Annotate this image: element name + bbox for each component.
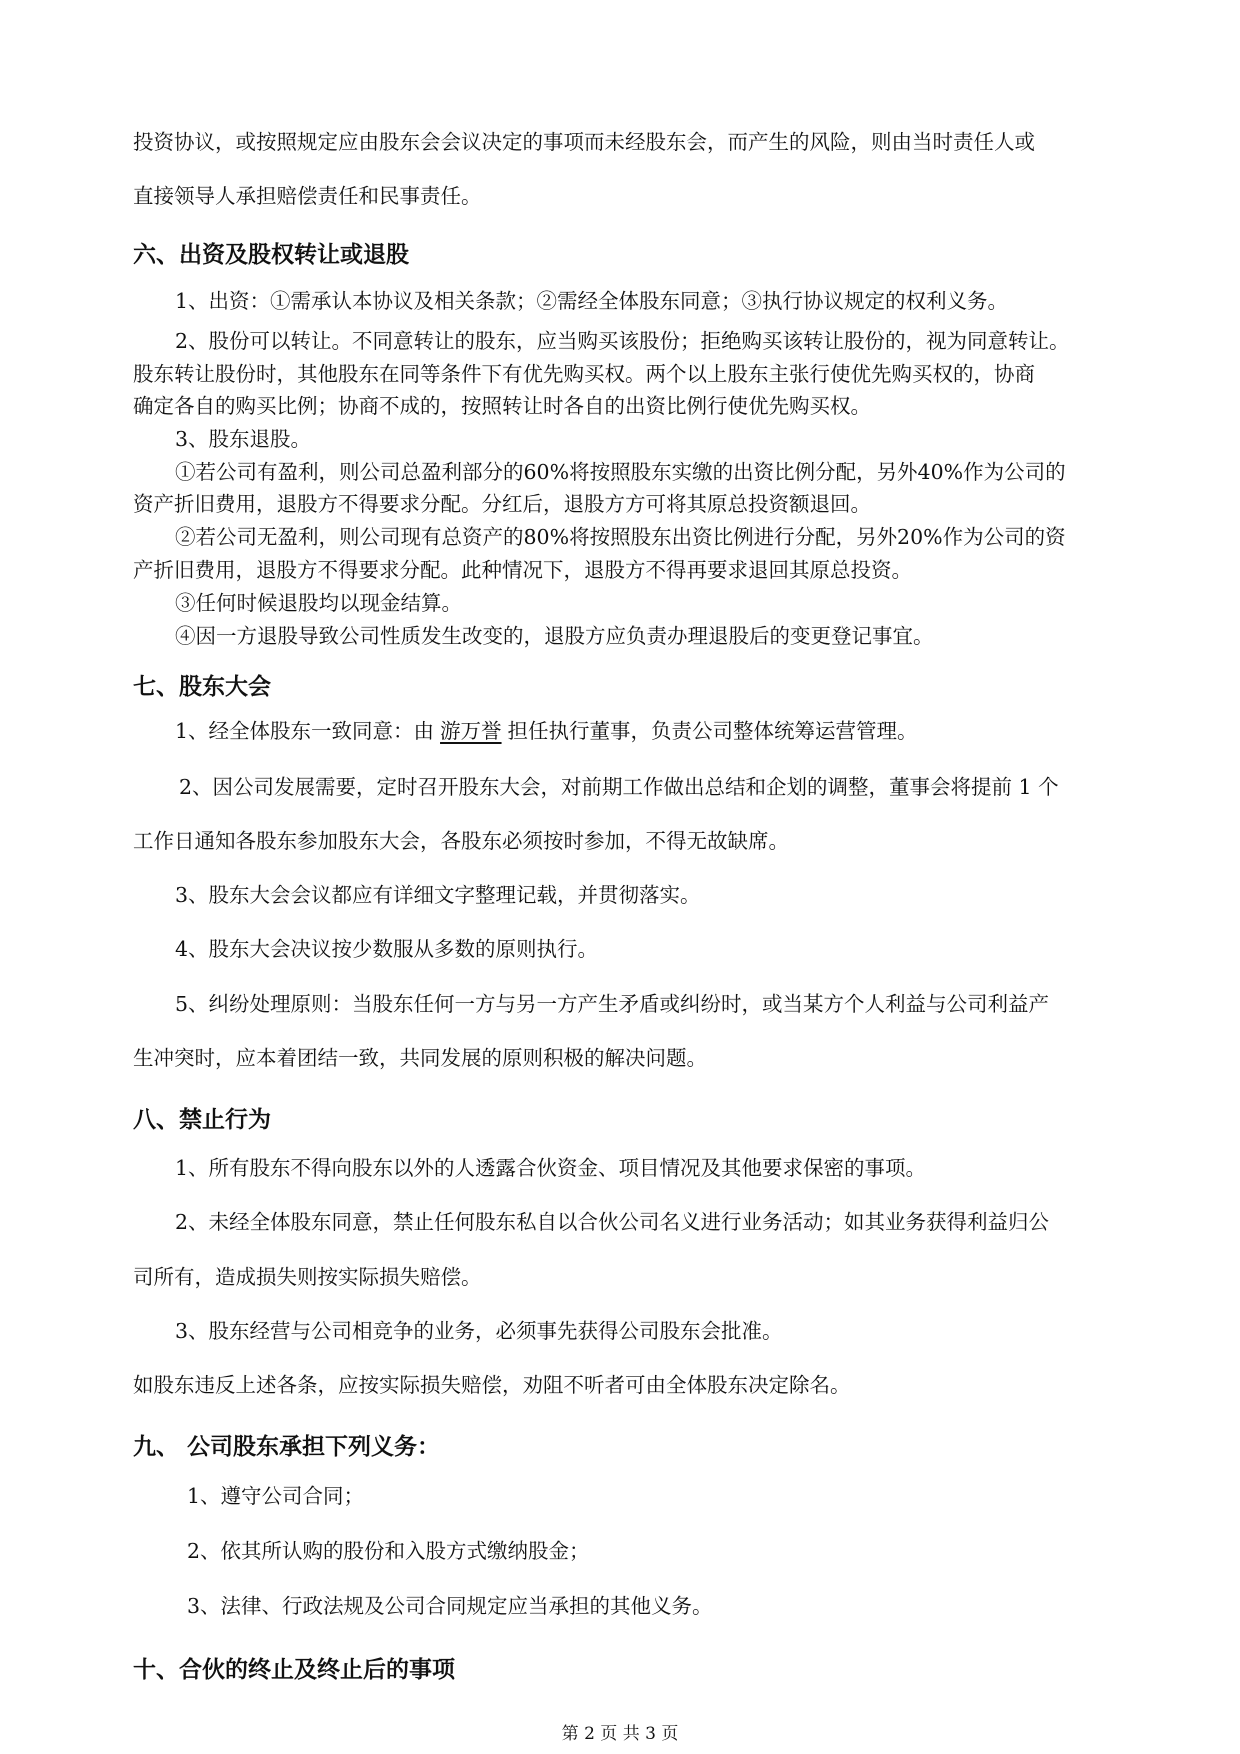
section-8-item-3: 3、股东经营与公司相竞争的业务，必须事先获得公司股东会批准。 (175, 1319, 783, 1343)
section-6-clause-a-line: ①若公司有盈利，则公司总盈利部分的60%将按照股东实缴的出资比例分配，另外40%作为公司的 (175, 460, 1066, 484)
section-6-item-1: 1、出资：①需承认本协议及相关条款；②需经全体股东同意；③执行协议规定的权利义务。 (175, 289, 1009, 313)
section-7-item-1 (175, 717, 918, 745)
section-10-heading: 十、合伙的终止及终止后的事项 (133, 1657, 455, 1683)
section-6-clause-d: ④因一方退股导致公司性质发生改变的，退股方应负责办理退股后的变更登记事宜。 (175, 624, 934, 648)
section-8-heading: 八、禁止行为 (133, 1107, 271, 1133)
section-6-clause-b-line: 产折旧费用，退股方不得要求分配。此种情况下，退股方不得再要求退回其原总投资。 (133, 558, 912, 582)
section-9-item-2: 2、依其所认购的股份和入股方式缴纳股金； (187, 1539, 590, 1563)
section-7-item-5-line: 5、纠纷处理原则：当股东任何一方与另一方产生矛盾或纠纷时，或当某方个人利益与公司利益产 (175, 992, 1050, 1016)
section-6-item-2-line: 股东转让股份时，其他股东在同等条件下有优先购买权。两个以上股东主张行使优先购买权的，协商 (133, 362, 1035, 386)
section-6-item-3: 3、股东退股。 (175, 427, 312, 451)
section-6-clause-c: ③任何时候退股均以现金结算。 (175, 591, 462, 615)
section-8-note: 如股东违反上述各条，应按实际损失赔偿，劝阻不听者可由全体股东决定除名。 (133, 1373, 851, 1397)
section-7-item-5-line: 生冲突时，应本着团结一致，共同发展的原则积极的解决问题。 (133, 1046, 707, 1070)
section-6-item-2-line: 确定各自的购买比例；协商不成的，按照转让时各自的出资比例行使优先购买权。 (133, 394, 871, 418)
section-8-item-2-line: 2、未经全体股东同意，禁止任何股东私自以合伙公司名义进行业务活动；如其业务获得利益归公 (175, 1210, 1050, 1234)
section-9-heading: 九、 公司股东承担下列义务： (133, 1434, 441, 1460)
section-7-item-3: 3、股东大会会议都应有详细文字整理记载，并贯彻落实。 (175, 883, 701, 907)
section-6-clause-b-line: ②若公司无盈利，则公司现有总资产的80%将按照股东出资比例进行分配，另外20%作为公司的资 (175, 525, 1066, 549)
section-7-item-2-line: 工作日通知各股东参加股东大会，各股东必须按时参加，不得无故缺席。 (133, 829, 789, 853)
section-7-item-2-line: 2、因公司发展需要，定时召开股东大会，对前期工作做出总结和企划的调整，董事会将提前 1 个 (179, 775, 1059, 799)
section-9-item-1: 1、遵守公司合同； (187, 1484, 365, 1508)
section-7-item-4: 4、股东大会决议按少数服从多数的原则执行。 (175, 937, 599, 961)
section-8-item-1: 1、所有股东不得向股东以外的人透露合伙资金、项目情况及其他要求保密的事项。 (175, 1156, 927, 1180)
section-6-heading: 六、出资及股权转让或退股 (133, 242, 409, 268)
section-7-heading: 七、股东大会 (133, 674, 271, 700)
section-8-item-2-line: 司所有，造成损失则按实际损失赔偿。 (133, 1265, 482, 1289)
section-7-item-1-prefix: 1、经全体股东一致同意：由 (175, 719, 435, 743)
section-7-item-1-suffix: 担任执行董事，负责公司整体统筹运营管理。 (507, 719, 918, 743)
executive-director-name: 游万誉 (440, 719, 502, 743)
section-9-item-3: 3、法律、行政法规及公司合同规定应当承担的其他义务。 (187, 1594, 713, 1618)
section-6-clause-a-line: 资产折旧费用，退股方不得要求分配。分红后，退股方方可将其原总投资额退回。 (133, 492, 871, 516)
section-6-item-2-line: 2、股份可以转让。不同意转让的股东，应当购买该股份；拒绝购买该转让股份的，视为同意转让。 (175, 329, 1070, 353)
paragraph-line: 投资协议，或按照规定应由股东会会议决定的事项而未经股东会，而产生的风险，则由当时责任人或 (133, 130, 1035, 154)
page-number: 第 2 页 共 3 页 (561, 1724, 679, 1744)
paragraph-line: 直接领导人承担赔偿责任和民事责任。 (133, 184, 482, 208)
